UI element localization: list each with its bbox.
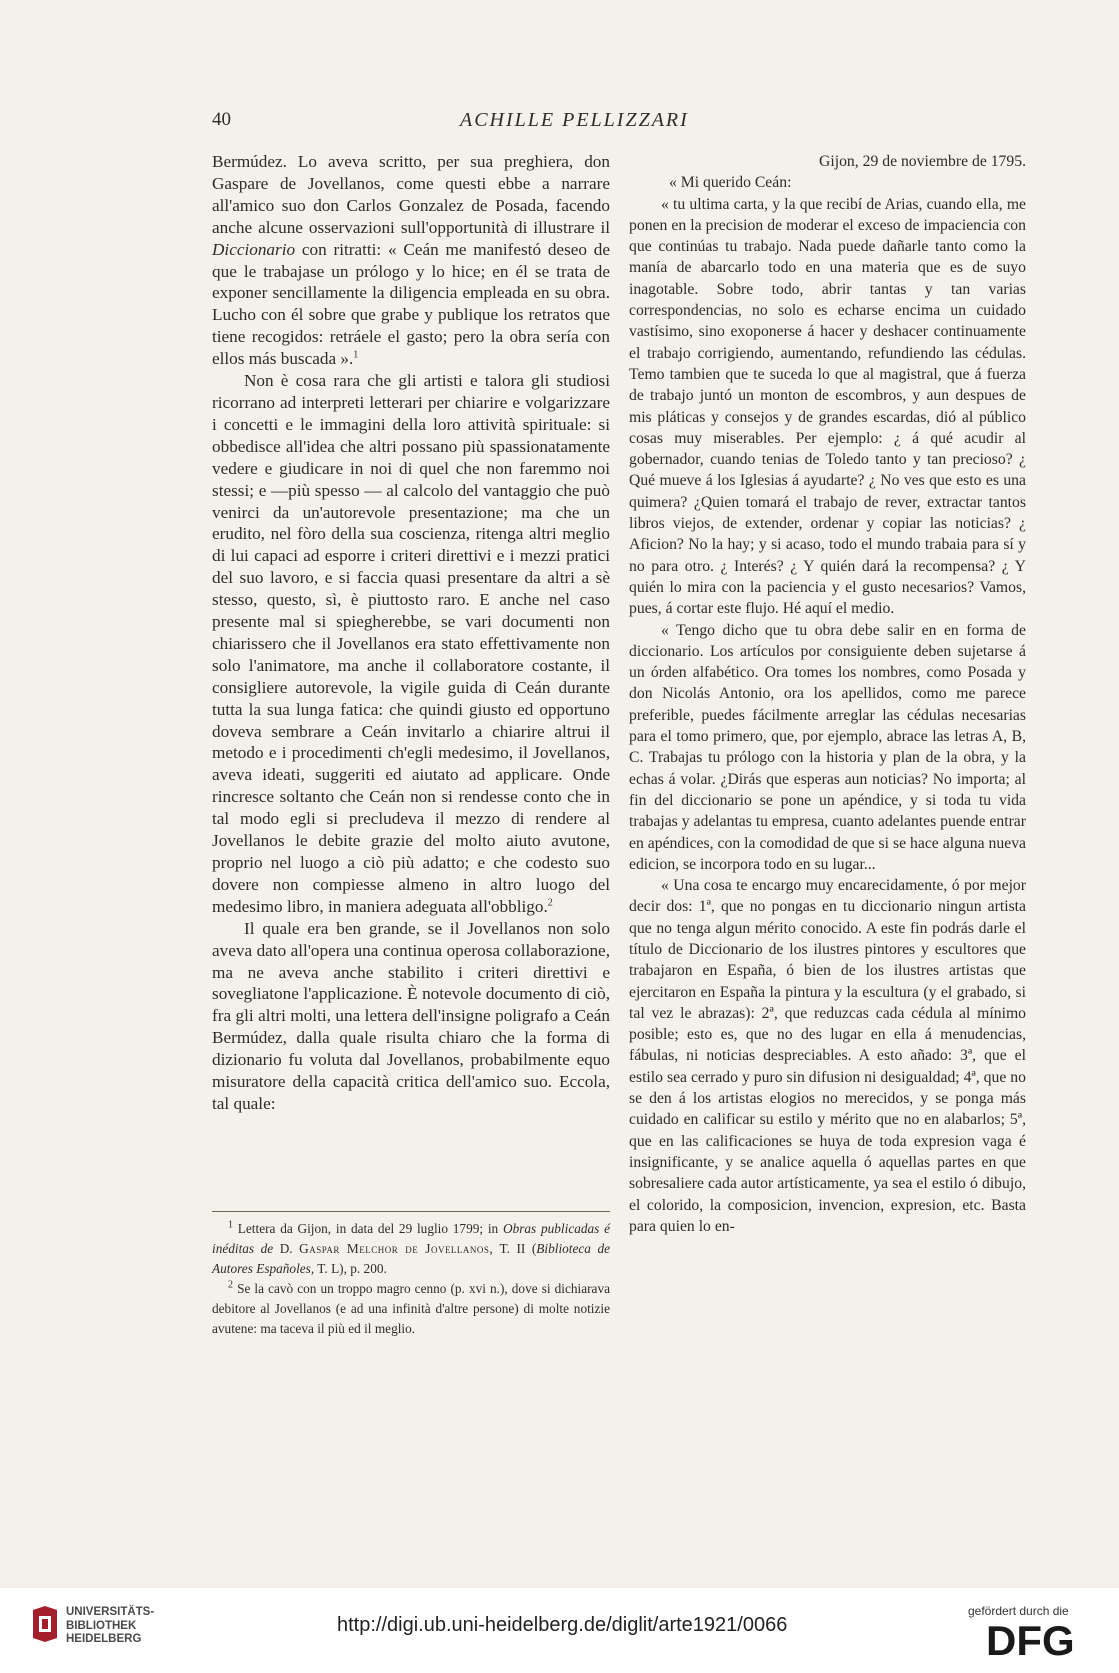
page-number: 40 [212,109,231,130]
svg-text:DFG: DFG [986,1620,1075,1660]
right-column [629,151,1026,1237]
footnote-divider [212,1211,610,1212]
funding-note: gefördert durch die [968,1604,1069,1618]
letter-paragraph: « Tengo dicho que tu obra debe salir en en forma de diccionario. Los artículos por consiguiente deben sujetarse á un órden alfabético. Ora tomes los nombres, como Posada y don Nicolás Antonio, ora los apellidos, como me parece preferible, puedes fácilmente arreglar las cédulas necesarias para el tomo primero, que, por ejemplo, abrace las letras A, B, C. Trabajas tu prólogo con la historia y plan de la obra, y la echas á volar. ¿Dirás que esperas aun noticias? No importa; al fin del diccionario se pone un apéndice, y si toda tu vida trabajas y adelantas tu empresa, cuanto adelantes puende entrar en apéndices, con la comodidad de que si se hace alguna nueva edicion, se incorpora todo en su lugar... [629,621,1026,873]
footnote-ref: 1 [353,349,359,361]
italic-title: Diccionario [212,239,296,259]
running-title: ACHILLE PELLIZZARI [460,109,689,131]
paragraph: Non è cosa rara che gli artisti e talora gli studiosi ricorrano ad interpreti letterari per chiarire e volgarizzare i concetti e le immagini della loro attività spirituale: si obbedisce all'idea che altri possano più spassionatamente vedere e giudicare in noi di quel che non faremmo noi stessi; e —più spesso — al calcolo del vantaggio che può venirci da un'autorevole presentazione; ma che un erudito, nel fòro della sua coscienza, ritenga altri meglio di lui capaci ad esporre i criteri direttivi e i mezzi pratici del suo lavoro, e si faccia quasi presentare da altri a sè stesso, questo, sì, è piuttosto raro. E anche nel caso presente mal si spiegherebbe, se vari documenti non chiarissero che il Jovellanos era stato effettivamente non solo l'animatore, ma anche il collaboratore costante, il consigliere autorevole, la vigile guida di Ceán durante tutta la sua lunga fatica: che quindi giusto ed opportuno doveva sembrare a Ceán invitarlo a chiarire altrui il metodo e i procedimenti ch'egli medesimo, il Jovellanos, aveva ideati, suggeriti ed aiutato ad applicare. Onde rincresce soltanto che Ceán non si rendesse conto che in tal modo egli si precludeva il mezzo di rendere al Jovellanos le debite grazie del molto aiuto avutone, proprio nel luogo a ciò più adatto; e che codesto suo dovere non compiesse almeno in altro luogo del medesimo libro, in maniera adeguata all'obbligo.$^2$ [212,371,610,916]
letter-salutation: « Mi querido Ceán: [669,174,792,192]
dfg-logo-icon [986,1620,1102,1660]
paragraph: Il quale era ben grande, se il Jovellanos non solo aveva dato all'opera una continua operosa collaborazione, ma ne aveva anche stabilito i criteri direttivi e sovegliatone l'applicazione. È notevole documento di ciò, fra gli altri molti, una lettera dell'insigne poligrafo a Ceán Bermúdez, dalla quale risulta chiaro che la forma di dizionario fu voluta dal Jovellanos, probabilmente equo misuratore della capacità critica dell'amico suo. Eccola, tal quale: [212,918,610,1113]
footnotes [212,1219,610,1339]
left-column [212,151,610,1115]
footnote-1: $^1$ Lettera da Gijon, in data del 29 luglio 1799; in Obras publicadas é inéditas de D. Gaspar Melchor de Jovellanos, T. II (Biblioteca de Autores Españoles, T. L), p. 200. [212,1219,611,1276]
footnote-ref: 2 [547,897,553,909]
letter-paragraph: « tu ultima carta, y la que recibí de Arias, cuando ella, me ponen en la precision de moderar el exceso de impaciencia con que continúas tu trabajo. Nada puede dañarle tanto como la manía de abarcarlo todo en una materia que es de suyo inagotable. Sobre todo, abrir tantas y tan varias correspondencias, no solo es echarse encima un cuidado vastísimo, sino exoponerse á hacer y deshacer continuamente el trabajo corrigiendo, aumentando, refundiendo las cédulas. Temo tambien que te suceda lo que al magistral, que á fuerza de trabajo juntó un monton de escombros, y aun despues de mis pláticas y consejos y de grandes escardas, dió al público cosas muy miserables. Per ejemplo: ¿ á qué acudir al gobernador, cuando tenias de Toledo tanto y tan precioso? ¿ Qué mueve á los Iglesias á ayudarte? ¿ No ves que esto es una quimera? ¿Quien tomará el trabajo de rever, extractar tantos libros viejos, de extender, ordenar y copiar las noticias? ¿ Aficion? No la hay; y si acaso, todo el mundo trabaia para sí y no para otro. ¿ Interés? ¿ Y quién dará la recompensa? ¿ Y quién lo mira con la paciencia y el gusto necesarios? Vamos, pues, á cortar este flujo. Hé aquí el medio. [629,195,1026,618]
paragraph: Bermúdez. Lo aveva scritto, per sua preghiera, don Gaspare de Jovellanos, come questi ebbe a narrare all'amico suo don Carlos Gonzalez de Posada, facendo anche alcune osservazioni sull'opportunità di illustrare il Diccionario con ritratti: « Ceán me manifestó deseo de que le trabajase un prólogo y lo hice; en él se trata de exponer sencillamente la diligencia empleada en su obra. Lucho con él sobre que grabe y publique los retratos que tiene recogidos: retráele el gasto; pero la obra sería con ellos más buscada ».$^1$ [212,152,610,369]
university-library-name: UNIVERSITÄTS- BIBLIOTHEK HEIDELBERG [66,1606,155,1645]
footnote-2: $^2$ Se la cavò con un troppo magro cenno (p. xvi n.), dove si dichiarava debitore al Jovellanos (e ad una infinità d'altre persone) di molte notizie avutene: ma taceva il più ed il meglio. [212,1279,610,1336]
letter-paragraph: « Una cosa te encargo muy encarecidamente, ó por mejor decir dos: 1ª, que no pongas en tu diccionario ningun artista que no tenga algun mérito conocido. A este fin podrás darle el título de Diccionario de los ilustres pintores y escultores que trabajaron en España, ó bien de los ilustres artistas que ejercitaron en España la pintura y la escultura (y el grabado, si tal vez le abrazas): 2ª, que reduzcas cada cédula al mínimo posible; esto es, que no des lugar en ella á menudencias, fábulas, ni noticias despreciables. A esto añado: 3ª, que el estilo sea cerrado y puro sin difusion ni desigualdad; 4ª, que no se den á los artistas elogios no merecidos, y se ponga más cuidado en calificar su estilo y mérito que no en alabarlos; 5ª, que en las calificaciones se huya de toda expresion vaga é insignificante, y se analice aquella ó aquellas partes en que sobresaliere cada autor artísticamente, ya sea el estilo ó dibujo, el colorido, la composicion, invencion, expresion, etc. Basta para quien lo en- [629,877,1026,1235]
university-library-logo-icon [30,1604,60,1644]
letter-dateline: Gijon, 29 de noviembre de 1795. [819,153,1026,170]
permalink-url[interactable]: http://digi.ub.uni-heidelberg.de/diglit/arte1921/0066 [337,1614,788,1636]
